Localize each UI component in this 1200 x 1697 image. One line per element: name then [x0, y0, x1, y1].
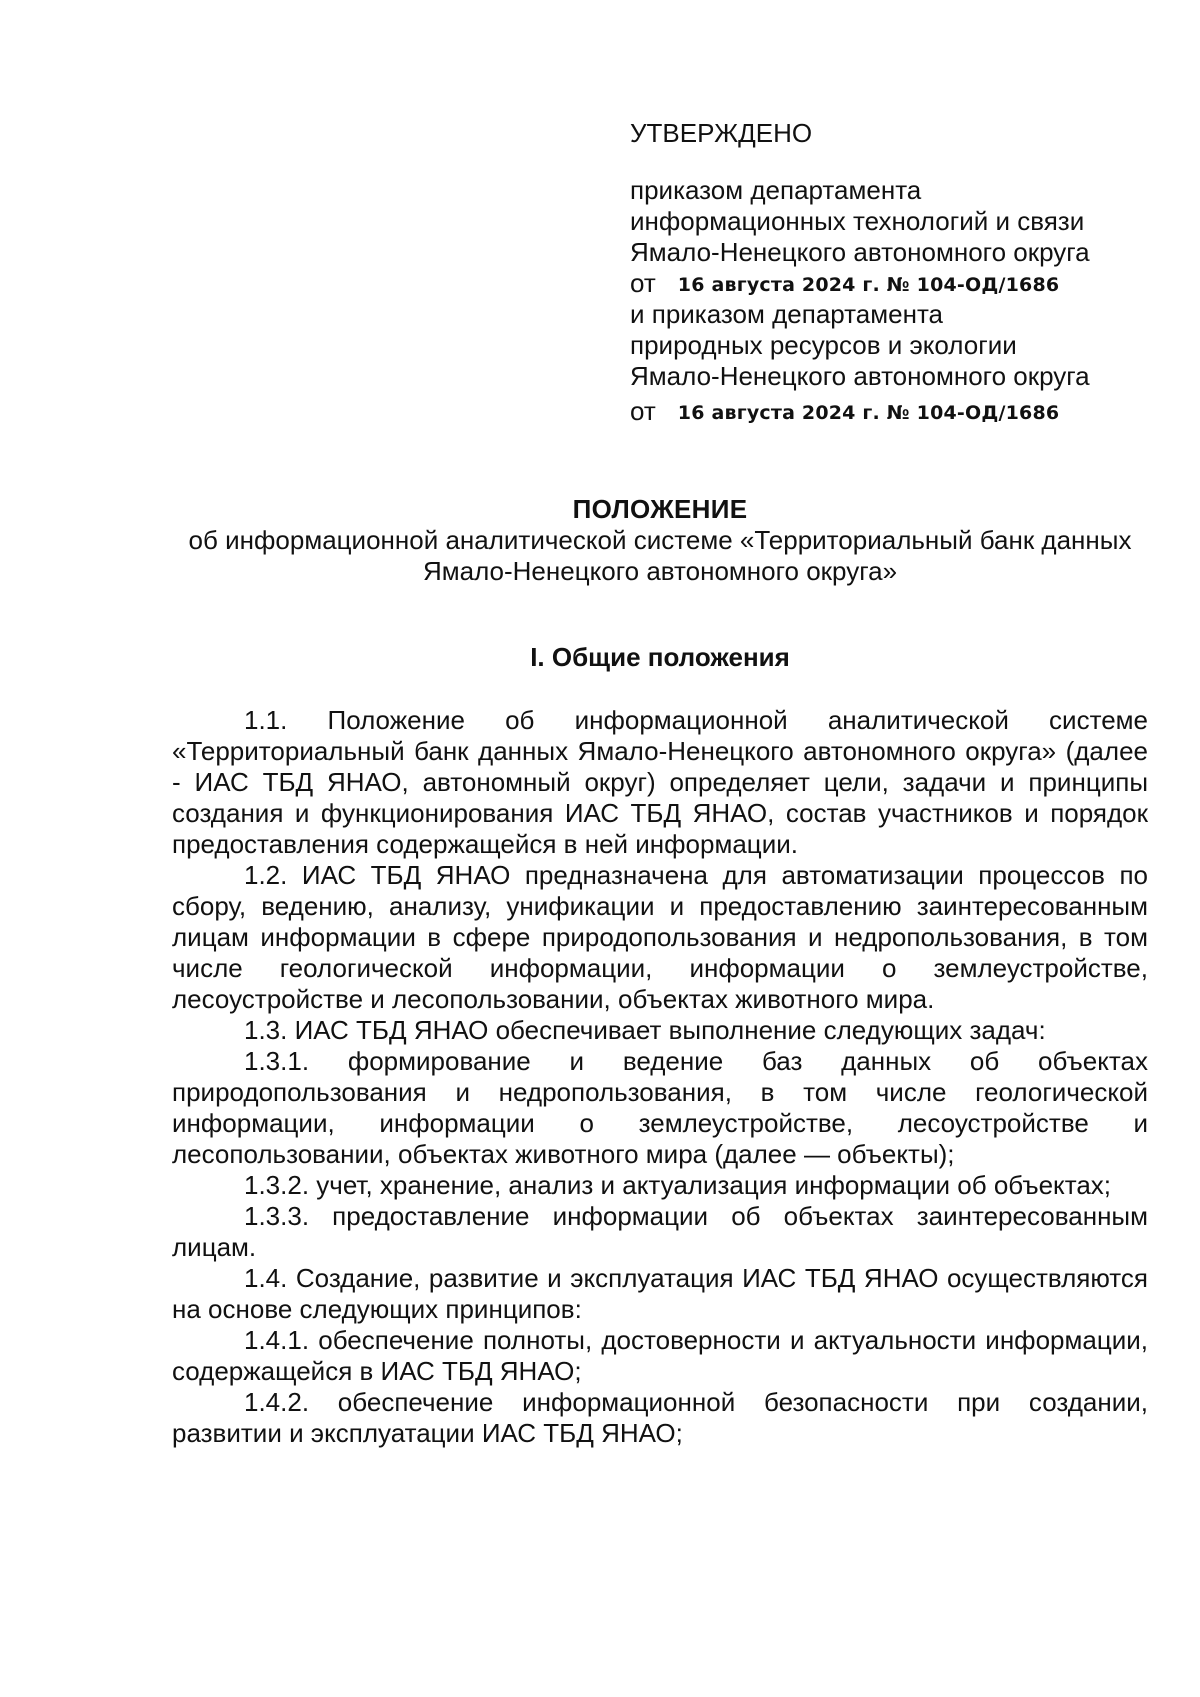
document-title: ПОЛОЖЕНИЕ: [572, 494, 748, 524]
paragraph-1-3-2: 1.3.2. учет, хранение, анализ и актуализация информации об объектах;: [244, 1170, 1112, 1200]
paragraph-1-4-2: 1.4.2. обеспечение информационной безопасности при создании, развитии и эксплуатации ИАС ТБД ЯНАО;: [172, 1387, 1148, 1448]
approval-heading: УТВЕРЖДЕНО: [630, 118, 813, 148]
document-subtitle: об информационной аналитической системе «Территориальный банк данных Ямало-Ненецкого автономного округа»: [188, 525, 1132, 586]
approval-block: [630, 118, 1150, 427]
approval-order-1: [630, 175, 1150, 299]
order-1-date: 16 августа 2024 г. № 104-ОД/1686: [677, 274, 1060, 296]
order-2-ot: от: [630, 396, 656, 426]
order-2-line-1: и приказом департамента: [630, 299, 944, 329]
paragraph-1-4: 1.4. Создание, развитие и эксплуатация ИАС ТБД ЯНАО осуществляются на основе следующих принципов:: [172, 1263, 1148, 1324]
order-2-line-2: природных ресурсов и экологии: [630, 330, 1017, 360]
order-1-line-3: Ямало-Ненецкого автономного округа: [630, 237, 1090, 267]
paragraph-1-3: 1.3. ИАС ТБД ЯНАО обеспечивает выполнение следующих задач:: [244, 1015, 1046, 1045]
order-2-line-3: Ямало-Ненецкого автономного округа: [630, 361, 1090, 391]
order-1-line-1: приказом департамента: [630, 175, 922, 205]
section-heading: I. Общие положения: [530, 642, 790, 672]
document-title-block: [172, 494, 1148, 587]
paragraph-1-3-3: 1.3.3. предоставление информации об объектах заинтересованным лицам.: [172, 1201, 1148, 1262]
order-2-date: 16 августа 2024 г. № 104-ОД/1686: [677, 402, 1060, 424]
order-1-date-line: [630, 268, 1150, 299]
paragraph-1-1: 1.1. Положение об информационной аналитической системе «Территориальный банк данных Ямало-Ненецкого автономного округа» (далее - ИАС ТБД ЯНАО, автономный округ) определяет цели, задачи и принципы создания и функционирования ИАС ТБД ЯНАО, состав участников и порядок предоставления содержащейся в ней информации.: [172, 705, 1148, 859]
order-1-ot: от: [630, 268, 656, 298]
paragraph-1-2: 1.2. ИАС ТБД ЯНАО предназначена для автоматизации процессов по сбору, ведению, анализу, унификации и предоставлению заинтересованным лицам информации в сфере природопользования и недропользования, в том числе геологической информации, информации о землеустройстве, лесоустройстве и лесопользовании, объектах животного мира.: [172, 860, 1148, 1014]
approval-order-2: [630, 299, 1150, 427]
section-body: [172, 705, 1148, 1449]
order-1-line-2: информационных технологий и связи: [630, 206, 1085, 236]
order-2-date-line: [630, 396, 1150, 427]
paragraph-1-4-1: 1.4.1. обеспечение полноты, достоверности и актуальности информации, содержащейся в ИАС ТБД ЯНАО;: [172, 1325, 1148, 1386]
paragraph-1-3-1: 1.3.1. формирование и ведение баз данных об объектах природопользования и недропользования, в том числе геологической информации, информации о землеустройстве, лесоустройстве и лесопользовании, объектах животного мира (далее — объекты);: [172, 1046, 1148, 1169]
